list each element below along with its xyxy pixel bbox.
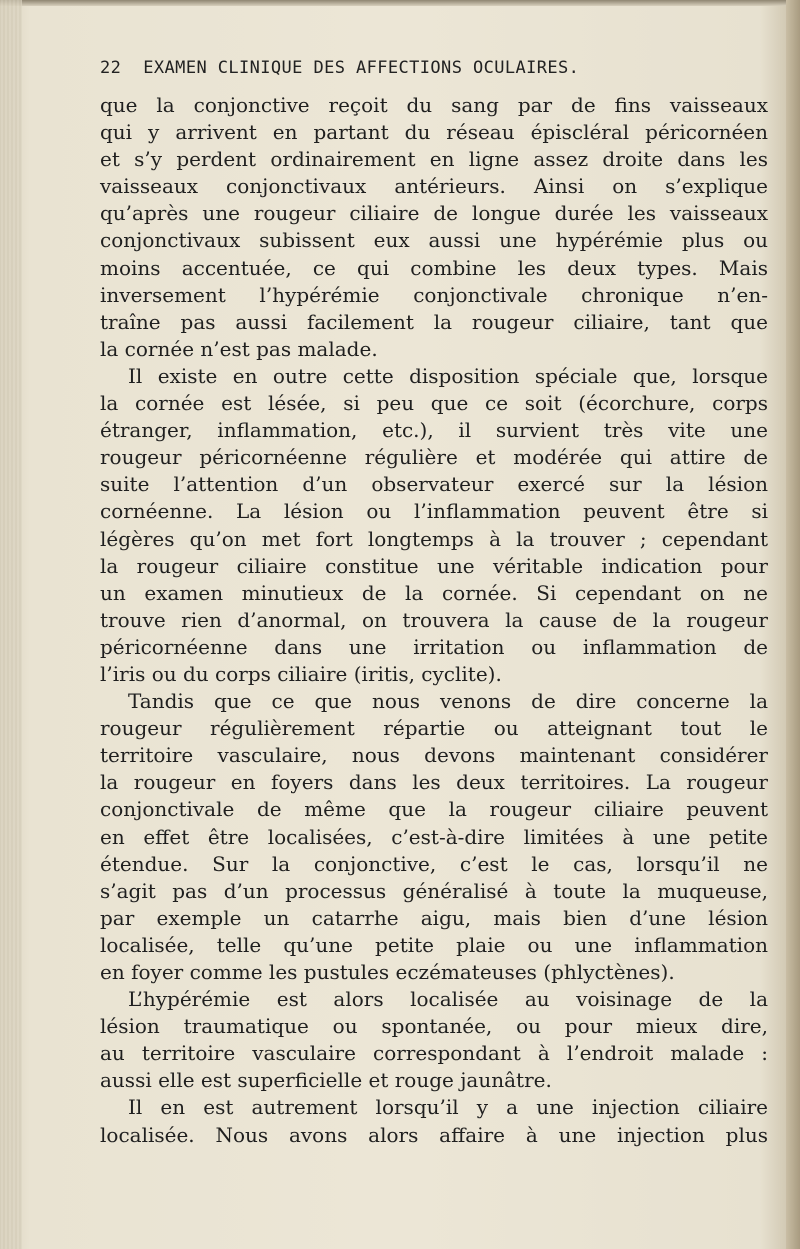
text-line: Il existe en outre cette disposition spéciale que, lorsque xyxy=(128,363,768,388)
text-line: localisée, telle qu’une petite plaie ou une inflammation xyxy=(100,932,768,957)
text-line: l’iris ou du corps ciliaire (iritis, cyclite). xyxy=(100,661,502,686)
text-line: péricornéenne dans une irritation ou inflammation de xyxy=(100,634,768,659)
text-line: L’hypérémie est alors localisée au voisinage de la xyxy=(128,987,768,1012)
text-line: s’agit pas d’un processus généralisé à toute la muqueuse, xyxy=(100,878,768,903)
page-number: 22 xyxy=(100,58,122,78)
text-line: Il en est autrement lorsqu’il y a une injection ciliaire xyxy=(128,1095,768,1120)
text-line: conjonctivale de même que la rougeur ciliaire peuvent xyxy=(100,797,768,822)
text-line: en effet être localisées, c’est-à-dire limitées à une petite xyxy=(100,824,768,849)
text-line: et s’y perdent ordinairement en ligne assez droite dans les xyxy=(100,147,768,172)
binding-edge xyxy=(0,0,22,1249)
text-line: Tandis que ce que nous venons de dire concerne la xyxy=(128,689,768,714)
text-line: au territoire vasculaire correspondant à l’endroit malade : xyxy=(100,1041,768,1066)
text-line: conjonctivaux subissent eux aussi une hypérémie plus ou xyxy=(100,228,768,253)
text-line: étendue. Sur la conjonctive, c’est le cas, lorsqu’il ne xyxy=(100,851,768,876)
text-line: la rougeur ciliaire constitue une véritable indication pour xyxy=(100,553,768,578)
page-top-edge xyxy=(0,0,800,6)
text-line: moins accentuée, ce qui combine les deux types. Mais xyxy=(100,255,768,280)
text-line: légères qu’on met fort longtemps à la trouver ; cependant xyxy=(100,526,768,551)
text-line: trouve rien d’anormal, on trouvera la cause de la rougeur xyxy=(100,607,768,632)
text-line: suite l’attention d’un observateur exercé sur la lésion xyxy=(100,472,768,497)
text-line: la cornée est lésée, si peu que ce soit (écorchure, corps xyxy=(100,391,768,416)
text-line: aussi elle est superficielle et rouge jaunâtre. xyxy=(100,1068,552,1093)
text-line: traîne pas aussi facilement la rougeur ciliaire, tant que xyxy=(100,309,768,334)
running-header xyxy=(100,58,750,78)
page-right-edge xyxy=(786,0,800,1249)
body-text xyxy=(100,92,768,1149)
text-line: la cornée n’est pas malade. xyxy=(100,336,378,361)
text-line: localisée. Nous avons alors affaire à une injection plus xyxy=(100,1122,768,1147)
running-title: EXAMEN CLINIQUE DES AFFECTIONS OCULAIRES. xyxy=(143,58,580,78)
text-line: territoire vasculaire, nous devons maintenant considérer xyxy=(100,743,768,768)
text-line: par exemple un catarrhe aigu, mais bien d’une lésion xyxy=(100,905,768,930)
text-line: que la conjonctive reçoit du sang par de fins vaisseaux xyxy=(100,93,768,117)
text-line: en foyer comme les pustules eczémateuses (phlyctènes). xyxy=(100,960,675,984)
text-line: rougeur péricornéenne régulière et modérée qui attire de xyxy=(100,445,768,470)
text-line: cornéenne. La lésion ou l’inflammation peuvent être si xyxy=(100,499,768,524)
text-line: lésion traumatique ou spontanée, ou pour mieux dire, xyxy=(100,1014,768,1039)
text-line: qu’après une rougeur ciliaire de longue durée les vaisseaux xyxy=(100,201,768,226)
text-line: un examen minutieux de la cornée. Si cependant on ne xyxy=(100,580,768,605)
text-line: étranger, inflammation, etc.), il survient très vite une xyxy=(100,418,768,443)
text-line: inversement l’hypérémie conjonctivale chronique n’en- xyxy=(100,282,768,307)
text-line: la rougeur en foyers dans les deux territoires. La rougeur xyxy=(100,770,768,795)
text-line: qui y arrivent en partant du réseau épiscléral péricornéen xyxy=(100,120,768,145)
text-line: rougeur régulièrement répartie ou atteignant tout le xyxy=(100,716,768,741)
text-line: vaisseaux conjonctivaux antérieurs. Ainsi on s’explique xyxy=(100,174,768,199)
